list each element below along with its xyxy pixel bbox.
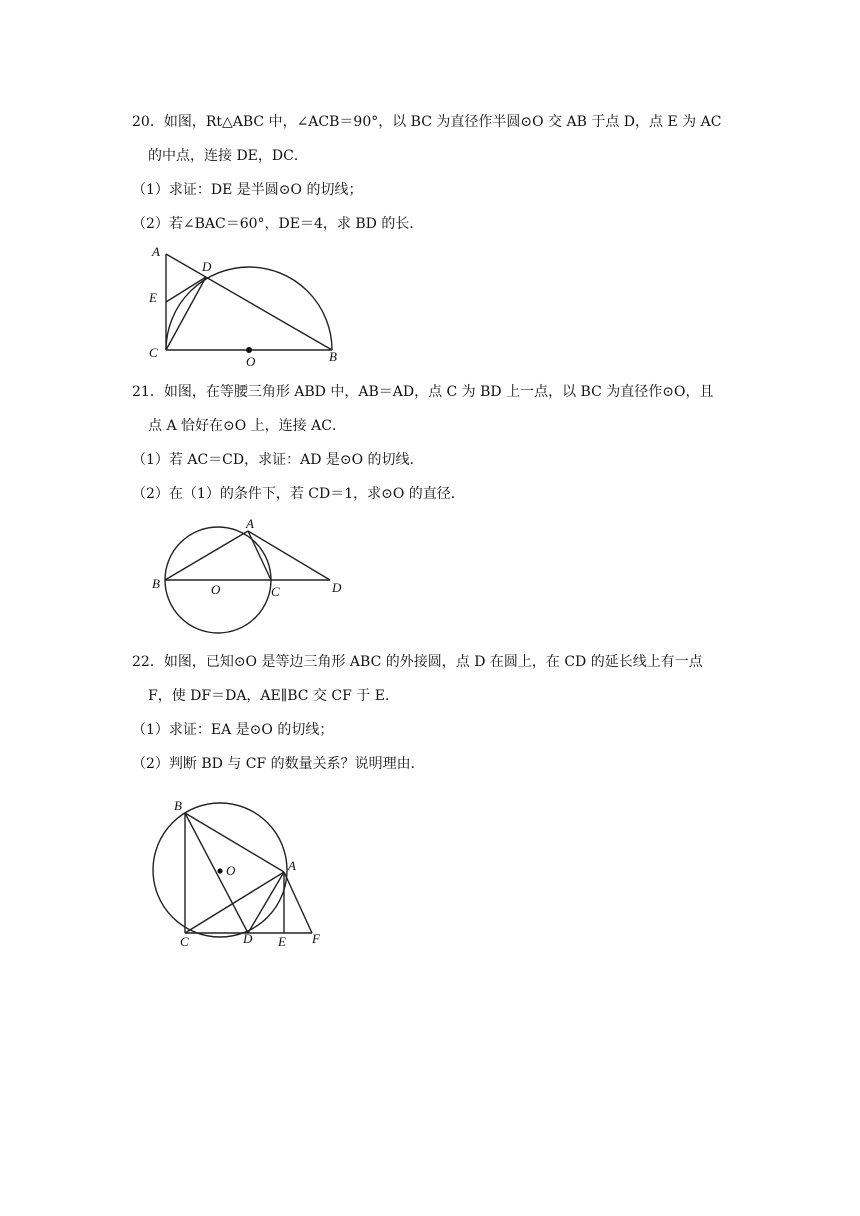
q20-label-O: O	[246, 354, 256, 369]
q22-segment-AF	[284, 872, 312, 933]
q21-label-D: D	[332, 580, 342, 595]
q21-figure	[150, 514, 350, 638]
q22-part-2: （2）判断 BD 与 CF 的数量关系？说明理由．	[132, 756, 425, 772]
q20-segment-CD	[166, 277, 206, 350]
q22-label-E: E	[278, 934, 286, 949]
q20-center-dot	[246, 347, 252, 353]
q20-segment-AB	[166, 254, 332, 350]
q22-label-F: F	[312, 931, 320, 946]
q21-segment-BA	[165, 531, 248, 580]
q22-center-dot	[217, 868, 222, 873]
q22-label-B: B	[174, 798, 182, 813]
q20-part-2: （2）若∠BAC＝60°，DE＝4，求 BD 的长．	[132, 216, 424, 232]
q22-label-A: A	[288, 858, 296, 873]
q21-label-B: B	[152, 576, 160, 591]
q22-segment-CA	[185, 872, 284, 933]
q20-label-B: B	[329, 349, 337, 364]
q20-line-2: 的中点，连接 DE，DC．	[148, 148, 308, 164]
q22-part-1: （1）求证：EA 是⊙O 的切线；	[132, 722, 334, 738]
q21-label-O: O	[211, 582, 221, 597]
q22-line-1: 22．如图，已知⊙O 是等边三角形 ABC 的外接圆，点 D 在圆上，在 CD 的延长线上有一点	[132, 654, 703, 670]
q20-figure	[140, 238, 360, 370]
q22-label-D: D	[243, 931, 253, 946]
q22-label-C: C	[180, 934, 189, 949]
q20-semicircle	[166, 267, 332, 350]
q20-label-A: A	[152, 244, 160, 259]
q20-label-D: D	[202, 259, 212, 274]
q20-line-1: 20．如图，Rt△ABC 中，∠ACB＝90°，以 BC 为直径作半圆⊙O 交 AB 于点 D，点 E 为 AC	[132, 114, 722, 130]
q21-line-1: 21．如图，在等腰三角形 ABD 中，AB＝AD，点 C 为 BD 上一点，以 BC 为直径作⊙O，且	[132, 384, 714, 400]
q21-label-A: A	[246, 516, 254, 531]
q20-part-1: （1）求证：DE 是半圆⊙O 的切线；	[132, 182, 363, 198]
q21-label-C: C	[271, 584, 280, 599]
q22-figure	[140, 790, 340, 950]
q21-part-1: （1）若 AC＝CD，求证：AD 是⊙O 的切线．	[132, 452, 424, 468]
q21-line-2: 点 A 恰好在⊙O 上，连接 AC．	[148, 418, 346, 434]
q20-segment-ED	[166, 277, 206, 302]
q22-label-O: O	[226, 863, 236, 878]
q20-label-C: C	[149, 345, 158, 360]
q20-label-E: E	[149, 290, 157, 305]
q21-part-2: （2）在（1）的条件下，若 CD＝1，求⊙O 的直径．	[132, 486, 465, 502]
q22-line-2: F，使 DF＝DA，AE∥BC 交 CF 于 E．	[148, 688, 399, 704]
q21-segment-AD	[248, 531, 330, 580]
